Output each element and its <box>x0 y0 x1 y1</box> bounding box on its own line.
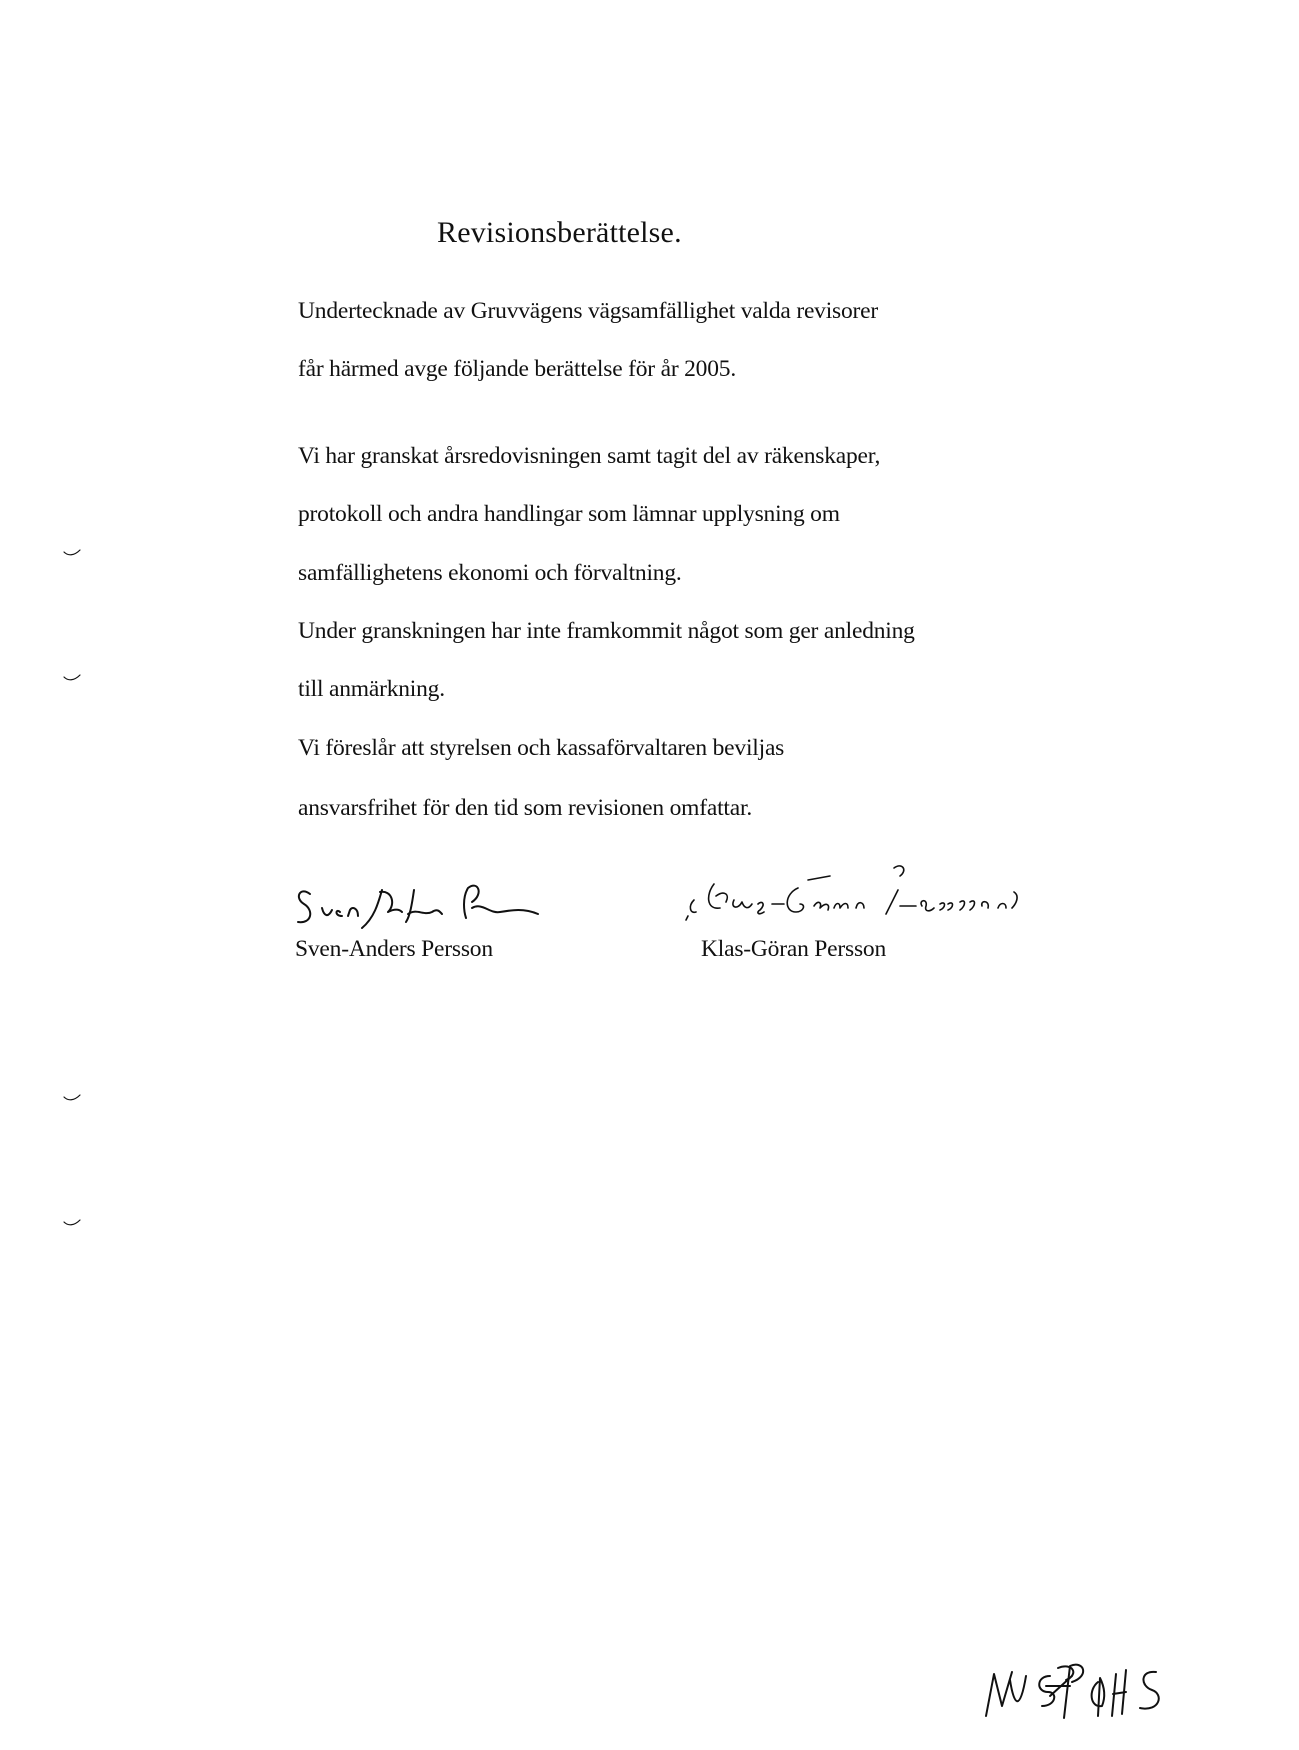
body-line-5: samfällighetens ekonomi och förvaltning. <box>298 560 682 586</box>
document-title: Revisionsberättelse. <box>437 216 682 249</box>
body-line-8: Vi föreslår att styrelsen och kassaförvaltaren beviljas <box>298 735 785 761</box>
body-line-3: Vi har granskat årsredovisningen samt tagit del av räkenskaper, <box>298 443 881 469</box>
body-line-2: får härmed avge följande berättelse för år 2005. <box>298 356 736 382</box>
signatory-name-1: Sven-Anders Persson <box>295 936 493 962</box>
body-line-1: Undertecknade av Gruvvägens vägsamfällighet valda revisorer <box>298 298 879 324</box>
handwritten-initials <box>980 1646 1200 1736</box>
body-line-9: ansvarsfrihet för den tid som revisionen omfattar. <box>298 795 752 821</box>
body-line-6: Under granskningen har inte framkommit något som ger anledning <box>298 618 915 644</box>
punch-mark-icon <box>62 548 82 560</box>
punch-mark-icon <box>62 1093 82 1105</box>
body-line-4: protokoll och andra handlingar som lämnar upplysning om <box>298 501 840 527</box>
signatory-name-2: Klas-Göran Persson <box>701 936 887 962</box>
signature-sven-anders-persson <box>292 868 592 938</box>
signature-klas-goran-persson <box>680 860 1060 930</box>
body-line-7: till anmärkning. <box>298 676 445 702</box>
punch-mark-icon <box>62 673 82 685</box>
punch-mark-icon <box>62 1218 82 1230</box>
